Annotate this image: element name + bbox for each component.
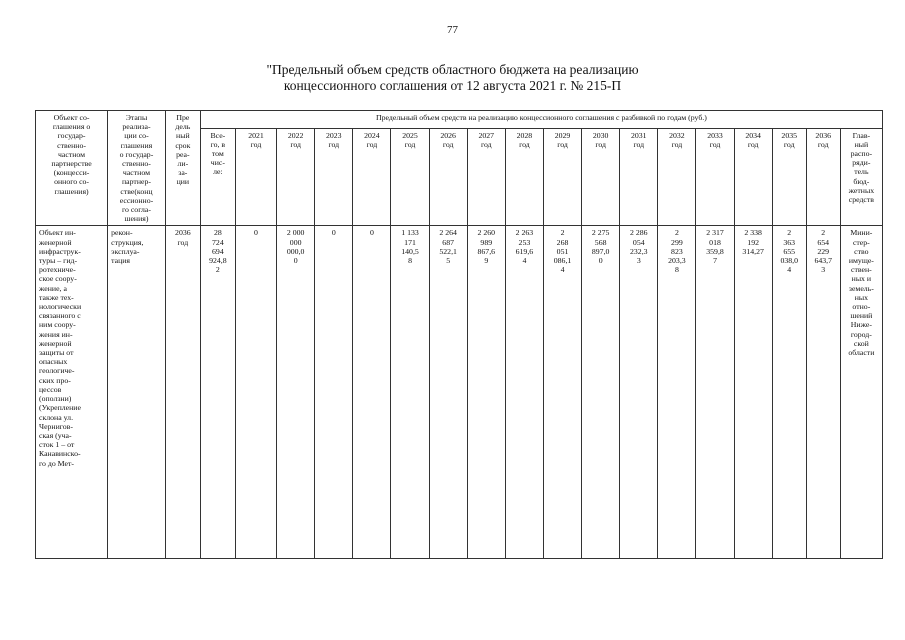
- header-object: Объект со- глашения о государ- ственно- частном партнерстве (концесси- онного со- глашения): [36, 111, 108, 226]
- row-total: 28 724 694 924,8 2: [200, 226, 235, 559]
- row-value-2036: 2 654 229 643,7 3: [806, 226, 840, 559]
- header-year-2022: 2022 год: [277, 128, 315, 226]
- row-value-2025: 1 133 171 140,5 8: [391, 226, 429, 559]
- row-stages: рекон- струкция, эксплуа- тация: [108, 226, 166, 559]
- header-row-1: [36, 111, 883, 129]
- row-term: 2036 год: [165, 226, 200, 559]
- header-year-2031: 2031 год: [620, 128, 658, 226]
- row-value-2031: 2 286 054 232,3 3: [620, 226, 658, 559]
- header-year-2032: 2032 год: [658, 128, 696, 226]
- row-value-2030: 2 275 568 897,0 0: [582, 226, 620, 559]
- row-object: Объект ин- женерной инфраструк- туры – гид- ротехниче- ское соору- жение, а также тех- нологически связанного с ним соору- жения ин- женерной защиты от опасных геологиче- ских про- цессов (оползни) (Укрепление склона ул. Чернигов- ская (уча- сток 1 – от Канавинско- го до Мет-: [36, 226, 108, 559]
- row-value-2022: 2 000 000 000,0 0: [277, 226, 315, 559]
- header-year-2035: 2035 год: [772, 128, 806, 226]
- row-value-2029: 2 268 051 086,1 4: [543, 226, 581, 559]
- header-year-2033: 2033 год: [696, 128, 734, 226]
- header-stages: Этапы реализа- ции со- глашения о государ- ственно- частном партнер- стве(конц ессионно- го согла- шения): [108, 111, 166, 226]
- row-value-2035: 2 363 655 038,0 4: [772, 226, 806, 559]
- row-manager: Мини- стер- ство имуще- ствен- ных и земель- ных отно- шений Ниже- город- ской области: [840, 226, 882, 559]
- header-year-2024: 2024 год: [353, 128, 391, 226]
- header-year-2028: 2028 год: [505, 128, 543, 226]
- header-total: Все- го, в том чис- ле:: [200, 128, 235, 226]
- row-value-2033: 2 317 018 359,8 7: [696, 226, 734, 559]
- header-year-2030: 2030 год: [582, 128, 620, 226]
- row-value-2028: 2 263 253 619,6 4: [505, 226, 543, 559]
- budget-table: [35, 110, 883, 559]
- row-value-2034: 2 338 192 314,27: [734, 226, 772, 559]
- title-line-1: "Предельный объем средств областного бюджета на реализацию: [266, 62, 639, 77]
- row-value-2032: 2 299 823 203,3 8: [658, 226, 696, 559]
- header-year-2029: 2029 год: [543, 128, 581, 226]
- document-title: [0, 62, 905, 94]
- header-year-2027: 2027 год: [467, 128, 505, 226]
- table-row: [36, 226, 883, 559]
- header-term: Пре дель ный срок реа- ли- за- ции: [165, 111, 200, 226]
- row-value-2023: 0: [315, 226, 353, 559]
- row-value-2021: 0: [235, 226, 276, 559]
- header-volume: Предельный объем средств на реализацию концессионного соглашения с разбивкой по годам (руб.): [200, 111, 882, 129]
- header-year-2025: 2025 год: [391, 128, 429, 226]
- header-year-2034: 2034 год: [734, 128, 772, 226]
- row-value-2027: 2 260 989 867,6 9: [467, 226, 505, 559]
- page-number: 77: [447, 24, 458, 36]
- header-manager: Глав- ный распо- ряди- тель бюд- жетных средств: [840, 128, 882, 226]
- header-year-2021: 2021 год: [235, 128, 276, 226]
- row-value-2026: 2 264 687 522,1 5: [429, 226, 467, 559]
- title-line-2: концессионного соглашения от 12 августа 2021 г. № 215-П: [283, 78, 622, 93]
- row-value-2024: 0: [353, 226, 391, 559]
- header-year-2036: 2036 год: [806, 128, 840, 226]
- header-year-2023: 2023 год: [315, 128, 353, 226]
- header-year-2026: 2026 год: [429, 128, 467, 226]
